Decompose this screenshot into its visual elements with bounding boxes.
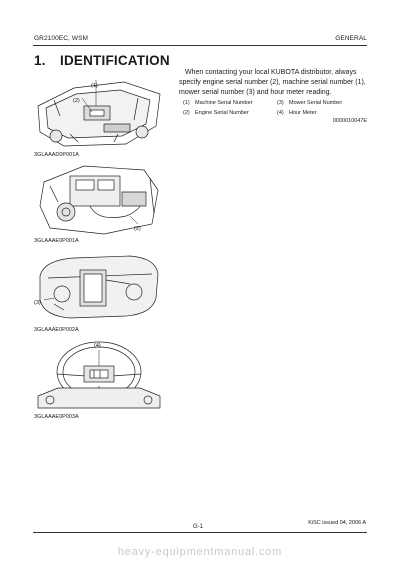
figure-caption: 3GLAAAD0P001A <box>34 152 79 158</box>
header-rule <box>33 45 367 46</box>
legend-row <box>183 98 371 108</box>
header-model: GR2100EC, WSM <box>34 35 89 42</box>
legend-item <box>277 98 371 108</box>
legend-item <box>183 108 277 118</box>
machine-frame-illustration <box>34 76 164 150</box>
legend-label: Engine Serial Number <box>195 110 249 116</box>
callout-2: (2) <box>134 226 141 232</box>
legend-item <box>183 98 277 108</box>
watermark: heavy-equipmentmanual.com <box>117 546 283 558</box>
figure-machine-serial <box>34 76 164 150</box>
legend-label: Machine Serial Number <box>195 100 253 106</box>
footer-page-number: G-1 <box>193 524 204 530</box>
figure-caption: 3GLAAAE0P002A <box>34 327 79 333</box>
legend-item <box>277 108 371 118</box>
figure-engine-serial <box>34 162 164 236</box>
legend-num: (2) <box>183 110 190 116</box>
legend-label: Mower Serial Number <box>289 100 343 106</box>
dashboard-illustration <box>34 338 164 410</box>
legend-row <box>183 108 371 118</box>
callout-1: (1) <box>91 83 98 89</box>
legend-num: (4) <box>277 110 284 116</box>
mower-deck-illustration <box>34 250 164 324</box>
callout-2: (2) <box>73 98 80 104</box>
callout-4: (4) <box>94 343 101 349</box>
intro-paragraph: When contacting your local KUBOTA distributor, always specify engine serial number (2), machine serial number (1), mower serial number (3) and hour meter reading. <box>179 69 366 96</box>
legend-num: (3) <box>277 100 284 106</box>
footer-rule <box>33 532 367 533</box>
figure-hour-meter <box>34 338 164 410</box>
legend <box>183 98 371 118</box>
document-code: 0000010047E <box>332 118 367 124</box>
section-title-text: IDENTIFICATION <box>60 53 170 68</box>
figure-mower-serial <box>34 250 164 324</box>
legend-label: Hour Meter <box>289 110 317 116</box>
section-title <box>34 53 170 68</box>
header-section: GENERAL <box>335 35 367 42</box>
engine-illustration <box>34 162 164 236</box>
callout-3: (3) <box>34 300 41 306</box>
figure-caption: 3GLAAAE0P001A <box>34 238 79 244</box>
footer-issue: KiSC issued 04, 2006 A <box>308 520 366 526</box>
section-number: 1. <box>34 53 46 68</box>
figure-caption: 3GLAAAE0P003A <box>34 414 79 420</box>
legend-num: (1) <box>183 100 190 106</box>
